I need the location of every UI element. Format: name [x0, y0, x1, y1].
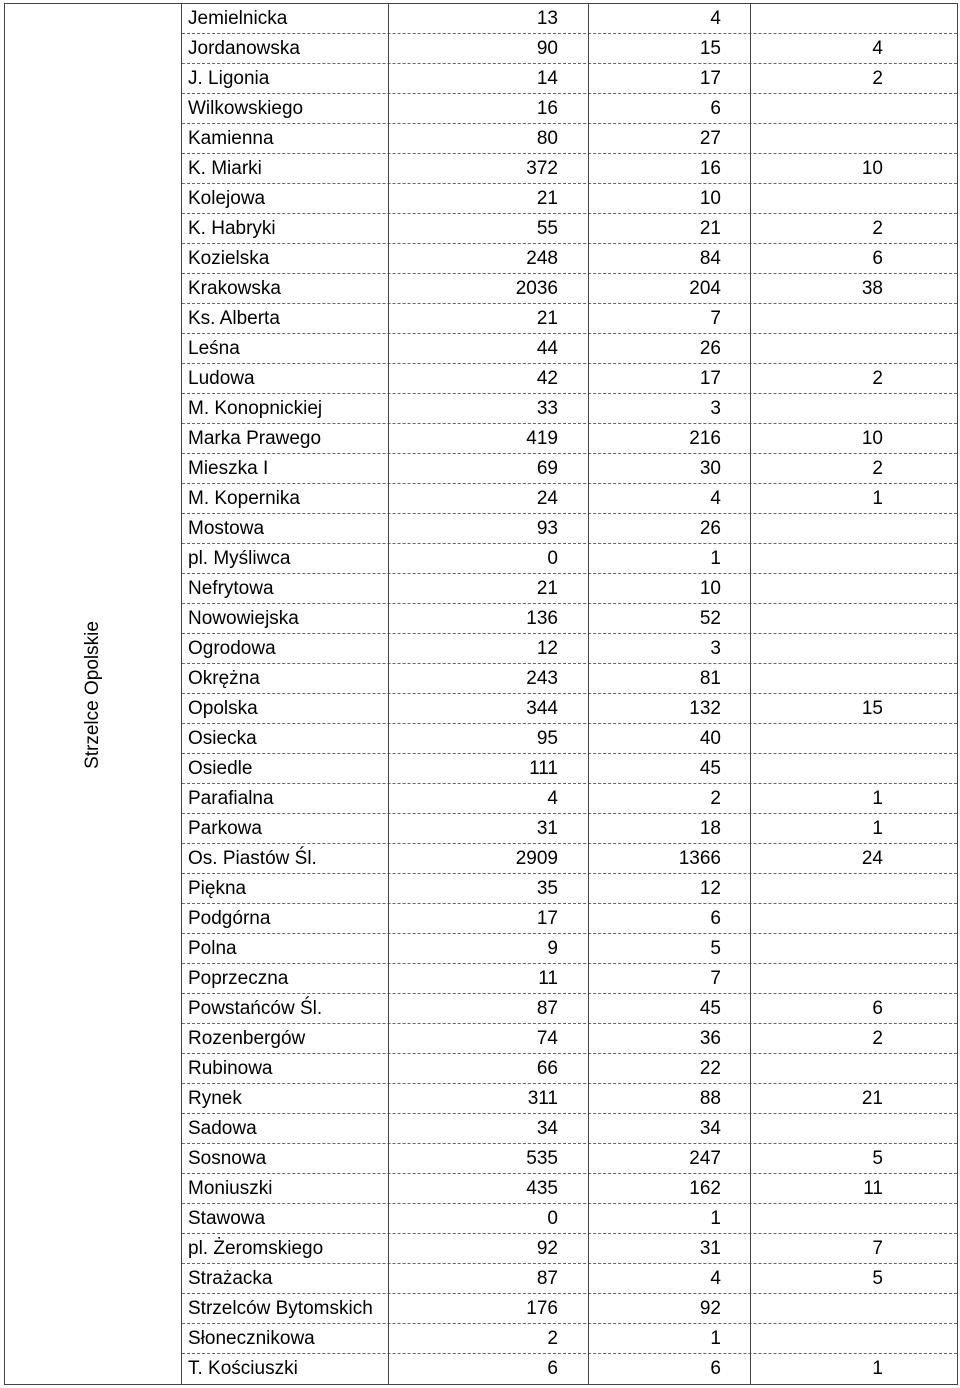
table-row — [182, 64, 957, 94]
value-cell-2: 1 — [588, 1204, 750, 1234]
value-cell-1: 372 — [388, 154, 588, 184]
table-body — [182, 4, 957, 1384]
value-cell-1: 0 — [388, 544, 588, 574]
street-name-cell: Osiecka — [188, 728, 257, 749]
value-cell-2: 18 — [588, 814, 750, 844]
value-cell-1: 16 — [388, 94, 588, 124]
value-cell-2: 2 — [588, 784, 750, 814]
value-cell-3 — [750, 604, 930, 634]
value-cell-3 — [750, 1324, 930, 1354]
value-cell-1: 55 — [388, 214, 588, 244]
value-cell-3: 21 — [750, 1084, 930, 1114]
street-name-cell: Marka Prawego — [188, 428, 322, 449]
value-cell-2: 17 — [588, 64, 750, 94]
value-cell-1: 66 — [388, 1054, 588, 1084]
value-cell-3 — [750, 964, 930, 994]
street-name-cell: T. Kościuszki — [188, 1358, 298, 1379]
table-row — [182, 1294, 957, 1324]
table-row — [182, 1234, 957, 1264]
street-name-cell: Polna — [188, 938, 237, 959]
value-cell-1: 35 — [388, 874, 588, 904]
value-cell-2: 21 — [588, 214, 750, 244]
value-cell-1: 17 — [388, 904, 588, 934]
value-cell-1: 9 — [388, 934, 588, 964]
table-row — [182, 424, 957, 454]
value-cell-3: 4 — [750, 34, 930, 64]
street-name-cell: Os. Piastów Śl. — [188, 848, 317, 869]
value-cell-2: 84 — [588, 244, 750, 274]
table-row — [182, 34, 957, 64]
street-name-cell: Kozielska — [188, 248, 270, 269]
table-row — [182, 1324, 957, 1354]
street-name-cell: Poprzeczna — [188, 968, 289, 989]
value-cell-2: 4 — [588, 1264, 750, 1294]
value-cell-2: 10 — [588, 184, 750, 214]
value-cell-1: 535 — [388, 1144, 588, 1174]
value-cell-1: 33 — [388, 394, 588, 424]
value-cell-2: 40 — [588, 724, 750, 754]
value-cell-1: 2036 — [388, 274, 588, 304]
street-name-cell: Kamienna — [188, 128, 274, 149]
table-row — [182, 724, 957, 754]
value-cell-2: 6 — [588, 904, 750, 934]
street-name-cell: Ogrodowa — [188, 638, 276, 659]
street-name-cell: Piękna — [188, 878, 247, 899]
value-cell-2: 204 — [588, 274, 750, 304]
value-cell-1: 2909 — [388, 844, 588, 874]
value-cell-2: 45 — [588, 994, 750, 1024]
value-cell-1: 12 — [388, 634, 588, 664]
value-cell-2: 5 — [588, 934, 750, 964]
value-cell-3 — [750, 94, 930, 124]
value-cell-2: 52 — [588, 604, 750, 634]
street-name-cell: Parkowa — [188, 818, 262, 839]
street-name-cell: Słonecznikowa — [188, 1328, 315, 1349]
value-cell-3 — [750, 874, 930, 904]
street-name-cell: Strzelców Bytomskich — [188, 1298, 373, 1319]
value-cell-2: 34 — [588, 1114, 750, 1144]
value-cell-2: 88 — [588, 1084, 750, 1114]
value-cell-1: 13 — [388, 4, 588, 34]
value-cell-2: 16 — [588, 154, 750, 184]
value-cell-1: 111 — [388, 754, 588, 784]
value-cell-3 — [750, 184, 930, 214]
value-cell-1: 31 — [388, 814, 588, 844]
value-cell-1: 24 — [388, 484, 588, 514]
street-name-cell: Wilkowskiego — [188, 98, 304, 119]
street-name-cell: Rynek — [188, 1088, 242, 1109]
street-name-cell: Mieszka I — [188, 458, 269, 479]
table-row — [182, 1204, 957, 1234]
value-cell-2: 36 — [588, 1024, 750, 1054]
table-row — [182, 154, 957, 184]
street-name-cell: Osiedle — [188, 758, 253, 779]
table-row — [182, 664, 957, 694]
value-cell-2: 1 — [588, 1324, 750, 1354]
table-row — [182, 334, 957, 364]
value-cell-1: 92 — [388, 1234, 588, 1264]
value-cell-2: 6 — [588, 1354, 750, 1384]
value-cell-2: 26 — [588, 514, 750, 544]
street-name-cell: Nowowiejska — [188, 608, 299, 629]
table-row — [182, 1264, 957, 1294]
table-row — [182, 184, 957, 214]
value-cell-2: 12 — [588, 874, 750, 904]
table-row — [182, 214, 957, 244]
table-row — [182, 844, 957, 874]
street-name-cell: Jordanowska — [188, 38, 300, 59]
value-cell-3: 1 — [750, 484, 930, 514]
table-row — [182, 934, 957, 964]
table-row — [182, 634, 957, 664]
value-cell-3 — [750, 634, 930, 664]
value-cell-1: 248 — [388, 244, 588, 274]
table-row — [182, 784, 957, 814]
street-name-cell: M. Kopernika — [188, 488, 300, 509]
value-cell-3 — [750, 124, 930, 154]
value-cell-1: 0 — [388, 1204, 588, 1234]
value-cell-2: 4 — [588, 4, 750, 34]
value-cell-3: 2 — [750, 364, 930, 394]
value-cell-1: 344 — [388, 694, 588, 724]
table-row — [182, 274, 957, 304]
table-row — [182, 124, 957, 154]
table-row — [182, 964, 957, 994]
table-row — [182, 304, 957, 334]
value-cell-1: 14 — [388, 64, 588, 94]
value-cell-1: 87 — [388, 994, 588, 1024]
value-cell-3: 6 — [750, 244, 930, 274]
street-name-cell: Stawowa — [188, 1208, 266, 1229]
value-cell-1: 11 — [388, 964, 588, 994]
table-row — [182, 544, 957, 574]
street-name-cell: Mostowa — [188, 518, 265, 539]
value-cell-1: 243 — [388, 664, 588, 694]
value-cell-2: 3 — [588, 634, 750, 664]
table-row — [182, 904, 957, 934]
street-name-cell: Krakowska — [188, 278, 281, 299]
value-cell-3: 10 — [750, 424, 930, 454]
value-cell-3: 11 — [750, 1174, 930, 1204]
value-cell-2: 27 — [588, 124, 750, 154]
value-cell-3 — [750, 1114, 930, 1144]
value-cell-3 — [750, 394, 930, 424]
street-name-cell: Podgórna — [188, 908, 271, 929]
street-name-cell: J. Ligonia — [188, 68, 270, 89]
table-row — [182, 364, 957, 394]
table-row — [182, 574, 957, 604]
table-row — [182, 1054, 957, 1084]
value-cell-3: 2 — [750, 454, 930, 484]
value-cell-1: 136 — [388, 604, 588, 634]
value-cell-2: 81 — [588, 664, 750, 694]
value-cell-1: 311 — [388, 1084, 588, 1114]
value-cell-1: 176 — [388, 1294, 588, 1324]
value-cell-1: 87 — [388, 1264, 588, 1294]
table-row — [182, 1144, 957, 1174]
value-cell-3: 10 — [750, 154, 930, 184]
value-cell-1: 74 — [388, 1024, 588, 1054]
value-cell-3 — [750, 334, 930, 364]
table-row — [182, 754, 957, 784]
value-cell-1: 69 — [388, 454, 588, 484]
value-cell-3: 5 — [750, 1264, 930, 1294]
table-row — [182, 514, 957, 544]
value-cell-2: 1366 — [588, 844, 750, 874]
value-cell-2: 17 — [588, 364, 750, 394]
value-cell-1: 42 — [388, 364, 588, 394]
value-cell-2: 10 — [588, 574, 750, 604]
value-cell-2: 162 — [588, 1174, 750, 1204]
value-cell-2: 7 — [588, 964, 750, 994]
table-row — [182, 694, 957, 724]
value-cell-3: 1 — [750, 784, 930, 814]
value-cell-3 — [750, 1054, 930, 1084]
table-row — [182, 1084, 957, 1114]
street-name-cell: Sosnowa — [188, 1148, 267, 1169]
street-name-cell: Ks. Alberta — [188, 308, 280, 329]
value-cell-2: 92 — [588, 1294, 750, 1324]
value-cell-2: 45 — [588, 754, 750, 784]
street-name-cell: pl. Żeromskiego — [188, 1238, 324, 1259]
value-cell-3 — [750, 754, 930, 784]
value-cell-2: 3 — [588, 394, 750, 424]
street-name-cell: Jemielnicka — [188, 8, 288, 29]
city-label: Strzelce Opolskie — [82, 621, 103, 769]
value-cell-3 — [750, 664, 930, 694]
value-cell-3 — [750, 4, 930, 34]
value-cell-1: 435 — [388, 1174, 588, 1204]
value-cell-3 — [750, 1294, 930, 1324]
table-row — [182, 1024, 957, 1054]
value-cell-3: 1 — [750, 814, 930, 844]
value-cell-2: 1 — [588, 544, 750, 574]
value-cell-1: 2 — [388, 1324, 588, 1354]
value-cell-3: 6 — [750, 994, 930, 1024]
value-cell-1: 90 — [388, 34, 588, 64]
street-name-cell: Opolska — [188, 698, 258, 719]
street-name-cell: K. Miarki — [188, 158, 262, 179]
street-name-cell: Ludowa — [188, 368, 255, 389]
table-row — [182, 814, 957, 844]
street-name-cell: Rubinowa — [188, 1058, 273, 1079]
value-cell-3: 2 — [750, 64, 930, 94]
value-cell-2: 22 — [588, 1054, 750, 1084]
table-row — [182, 604, 957, 634]
street-name-cell: Sadowa — [188, 1118, 257, 1139]
value-cell-2: 31 — [588, 1234, 750, 1264]
value-cell-1: 21 — [388, 304, 588, 334]
value-cell-2: 7 — [588, 304, 750, 334]
table-row — [182, 454, 957, 484]
street-name-cell: pl. Myśliwca — [188, 548, 291, 569]
value-cell-1: 93 — [388, 514, 588, 544]
value-cell-2: 247 — [588, 1144, 750, 1174]
value-cell-3 — [750, 1204, 930, 1234]
value-cell-1: 44 — [388, 334, 588, 364]
value-cell-1: 4 — [388, 784, 588, 814]
street-name-cell: M. Konopnickiej — [188, 398, 323, 419]
value-cell-2: 26 — [588, 334, 750, 364]
table-row — [182, 4, 957, 34]
value-cell-2: 15 — [588, 34, 750, 64]
street-name-cell: Parafialna — [188, 788, 274, 809]
value-cell-3: 5 — [750, 1144, 930, 1174]
table-row — [182, 484, 957, 514]
street-name-cell: Kolejowa — [188, 188, 266, 209]
table-row — [182, 994, 957, 1024]
city-column — [5, 4, 182, 1384]
street-name-cell: Strażacka — [188, 1268, 273, 1289]
table-row — [182, 874, 957, 904]
value-cell-2: 216 — [588, 424, 750, 454]
street-name-cell: Powstańców Śl. — [188, 998, 323, 1019]
value-cell-3 — [750, 574, 930, 604]
value-cell-3: 15 — [750, 694, 930, 724]
value-cell-1: 419 — [388, 424, 588, 454]
street-name-cell: Okrężna — [188, 668, 260, 689]
table-row — [182, 1114, 957, 1144]
value-cell-1: 95 — [388, 724, 588, 754]
street-name-cell: K. Habryki — [188, 218, 276, 239]
value-cell-2: 132 — [588, 694, 750, 724]
table-row — [182, 1174, 957, 1204]
value-cell-2: 4 — [588, 484, 750, 514]
value-cell-1: 21 — [388, 184, 588, 214]
table-row — [182, 244, 957, 274]
value-cell-3: 38 — [750, 274, 930, 304]
street-name-cell: Moniuszki — [188, 1178, 273, 1199]
street-name-cell: Nefrytowa — [188, 578, 274, 599]
value-cell-1: 21 — [388, 574, 588, 604]
table-row — [182, 1354, 957, 1384]
street-name-cell: Rozenbergów — [188, 1028, 306, 1049]
street-name-cell: Leśna — [188, 338, 240, 359]
table-row — [182, 94, 957, 124]
value-cell-3 — [750, 904, 930, 934]
value-cell-1: 34 — [388, 1114, 588, 1144]
value-cell-3: 1 — [750, 1354, 930, 1384]
value-cell-3 — [750, 514, 930, 544]
street-table — [4, 3, 958, 1385]
value-cell-3: 2 — [750, 214, 930, 244]
value-cell-1: 80 — [388, 124, 588, 154]
value-cell-2: 6 — [588, 94, 750, 124]
value-cell-3 — [750, 304, 930, 334]
value-cell-3 — [750, 544, 930, 574]
value-cell-2: 30 — [588, 454, 750, 484]
value-cell-3: 2 — [750, 1024, 930, 1054]
value-cell-1: 6 — [388, 1354, 588, 1384]
value-cell-3 — [750, 934, 930, 964]
value-cell-3: 7 — [750, 1234, 930, 1264]
value-cell-3 — [750, 724, 930, 754]
table-row — [182, 394, 957, 424]
value-cell-3: 24 — [750, 844, 930, 874]
